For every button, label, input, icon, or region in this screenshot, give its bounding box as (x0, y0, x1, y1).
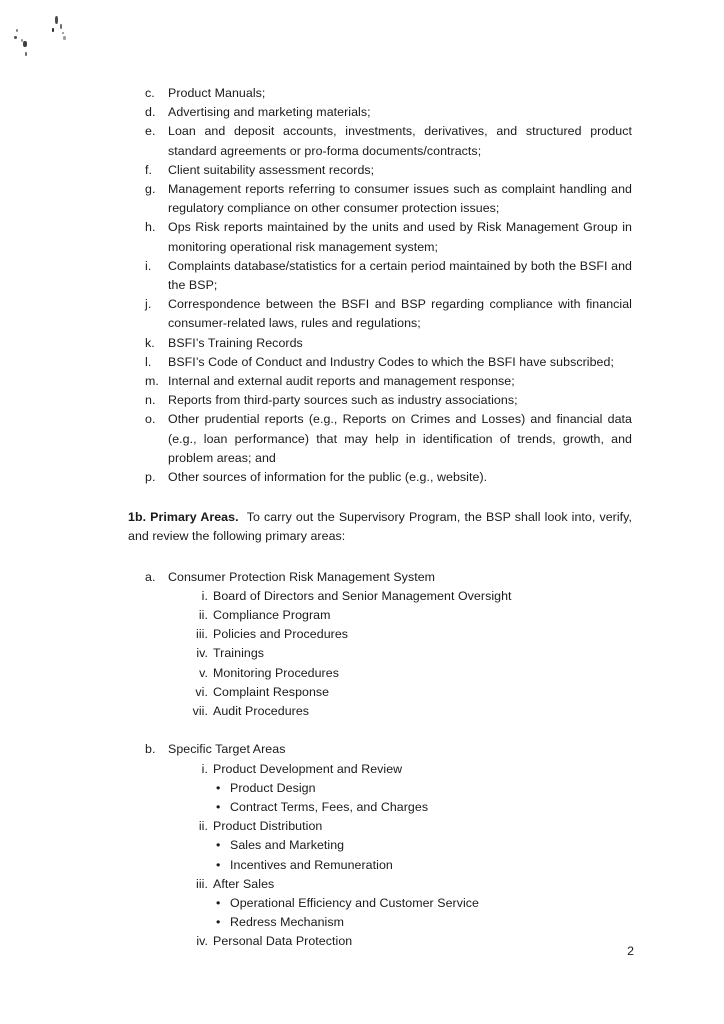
outline-level-i-marker: ii. (198, 819, 208, 834)
list-item (128, 353, 632, 372)
outline-level-i-marker: iii. (196, 627, 208, 642)
bullet-item-label: Sales and Marketing (230, 838, 345, 853)
bullet-marker-icon: • (216, 915, 221, 930)
list-item-text: BSFI’s Code of Conduct and Industry Codes to which the BSFI have subscribed; (168, 354, 614, 369)
bullet-list (128, 779, 632, 817)
list-item (128, 84, 632, 103)
roman-list (128, 587, 632, 721)
list-item-marker: n. (145, 393, 156, 408)
outline-level-i-marker: iii. (196, 876, 208, 891)
list-item-text: Correspondence between the BSFI and BSP regarding compliance with financial consumer-related laws, rules and regulations; (168, 297, 632, 331)
evidence-sources-list (128, 84, 632, 487)
outline-level-i-marker: iv. (196, 934, 208, 949)
list-item-text: Advertising and marketing materials; (168, 105, 371, 120)
bullet-list (128, 836, 632, 874)
list-item-marker: j. (145, 297, 152, 312)
bullet-item (128, 836, 632, 855)
bullet-item (128, 798, 632, 817)
outline-level-i-label: Product Development and Review (213, 761, 403, 776)
primary-areas-heading: 1b. Primary Areas. (128, 510, 239, 525)
bullet-item-label: Incentives and Remuneration (230, 857, 393, 872)
outline-level-i-label: Product Distribution (213, 819, 323, 834)
outline-level-i (128, 702, 632, 721)
list-item-marker: k. (145, 335, 155, 350)
document-body (128, 84, 632, 952)
outline-level-i-marker: v. (199, 665, 208, 680)
outline-level-i-marker: i. (201, 588, 208, 603)
primary-areas-body: To carry out the Supervisory Program, the BSP shall look into, verify, and review the following primary areas: (128, 510, 633, 544)
outline-level-i (128, 664, 632, 683)
list-item (128, 410, 632, 468)
list-item (128, 103, 632, 122)
outline-level-a-label: Consumer Protection Risk Management System (168, 569, 436, 584)
bullet-item-label: Redress Mechanism (230, 915, 344, 930)
list-item-text: BSFI’s Training Records (168, 335, 303, 350)
list-item (128, 122, 632, 160)
bullet-item (128, 856, 632, 875)
list-item-marker: m. (145, 374, 159, 389)
list-item-text: Other sources of information for the public (e.g., website). (168, 470, 488, 485)
list-item-text: Product Manuals; (168, 86, 266, 100)
list-item-marker: h. (145, 220, 156, 235)
list-item (128, 295, 632, 333)
list-item-marker: c. (145, 86, 155, 100)
primary-areas-outline (128, 568, 632, 952)
outline-level-i (128, 683, 632, 702)
outline-level-i-label: Compliance Program (213, 608, 331, 623)
outline-level-i-marker: ii. (198, 608, 208, 623)
bullet-item-label: Product Design (230, 780, 316, 795)
list-item-marker: g. (145, 182, 156, 197)
list-item-text: Other prudential reports (e.g., Reports on Crimes and Losses) and financial data (e.g., loan performance) that may help in identification of trends, growth, and problem areas; and (168, 412, 632, 465)
list-item (128, 161, 632, 180)
page-number: 2 (627, 944, 634, 958)
bullet-item-label: Contract Terms, Fees, and Charges (230, 799, 429, 814)
roman-list (128, 760, 632, 952)
list-item (128, 218, 632, 256)
outline-level-i-label: Trainings (213, 646, 265, 661)
outline-level-a-marker: b. (145, 742, 156, 757)
bullet-marker-icon: • (216, 895, 221, 910)
outline-level-i-label: Personal Data Protection (213, 934, 353, 949)
list-item (128, 468, 632, 487)
outline-level-i-label: Complaint Response (213, 684, 330, 699)
list-item-marker: e. (145, 124, 156, 139)
outline-level-i-marker: iv. (196, 646, 208, 661)
list-item-text: Internal and external audit reports and management response; (168, 374, 515, 389)
outline-level-a (128, 568, 632, 587)
list-item-text: Client suitability assessment records; (168, 162, 375, 177)
outline-group (128, 740, 632, 951)
list-item-marker: o. (145, 412, 156, 427)
list-item-text: Management reports referring to consumer issues such as complaint handling and regulatory compliance on other consumer protection issues; (168, 182, 632, 216)
bullet-item (128, 913, 632, 932)
outline-level-i-label: Monitoring Procedures (213, 665, 339, 680)
outline-level-i-label: Board of Directors and Senior Management Oversight (213, 588, 512, 603)
outline-level-i (128, 587, 632, 606)
bullet-item (128, 894, 632, 913)
bullet-list (128, 894, 632, 932)
list-item (128, 372, 632, 391)
primary-areas-paragraph (128, 508, 632, 546)
list-item-marker: d. (145, 105, 156, 120)
bullet-marker-icon: • (216, 857, 221, 872)
outline-level-a-label: Specific Target Areas (168, 742, 286, 757)
list-item-text: Complaints database/statistics for a certain period maintained by both the BSFI and the BSP; (168, 258, 632, 293)
list-item-text: Reports from third-party sources such as industry associations; (168, 393, 518, 408)
outline-level-i-marker: vii. (192, 704, 208, 719)
list-item (128, 257, 632, 295)
list-item (128, 180, 632, 218)
outline-level-i (128, 625, 632, 644)
outline-level-i-label: After Sales (213, 876, 275, 891)
bullet-marker-icon: • (216, 799, 221, 814)
list-item (128, 334, 632, 353)
outline-level-i (128, 817, 632, 836)
bullet-marker-icon: • (216, 838, 221, 853)
list-item (128, 391, 632, 410)
bullet-marker-icon: • (216, 780, 221, 795)
list-item-text: Loan and deposit accounts, investments, derivatives, and structured product standard agreements or pro-forma documents/contracts; (168, 124, 632, 158)
outline-level-i-label: Policies and Procedures (213, 627, 349, 642)
list-item-marker: f. (145, 162, 153, 177)
outline-level-i (128, 760, 632, 779)
outline-level-i (128, 644, 632, 663)
outline-group (128, 568, 632, 722)
bullet-item-label: Operational Efficiency and Customer Service (230, 895, 479, 910)
outline-level-a-marker: a. (145, 569, 156, 584)
outline-level-i-marker: i. (201, 761, 208, 776)
list-item-text: Ops Risk reports maintained by the units and used by Risk Management Group in monitoring operational risk management system; (168, 220, 632, 254)
list-item-marker: i. (145, 258, 152, 273)
outline-level-i (128, 875, 632, 894)
list-item-marker: l. (145, 354, 152, 369)
outline-level-a (128, 740, 632, 759)
outline-level-i-label: Audit Procedures (213, 704, 310, 719)
outline-level-i-marker: vi. (195, 684, 208, 699)
bullet-item (128, 779, 632, 798)
outline-level-i (128, 606, 632, 625)
list-item-marker: p. (145, 470, 156, 485)
